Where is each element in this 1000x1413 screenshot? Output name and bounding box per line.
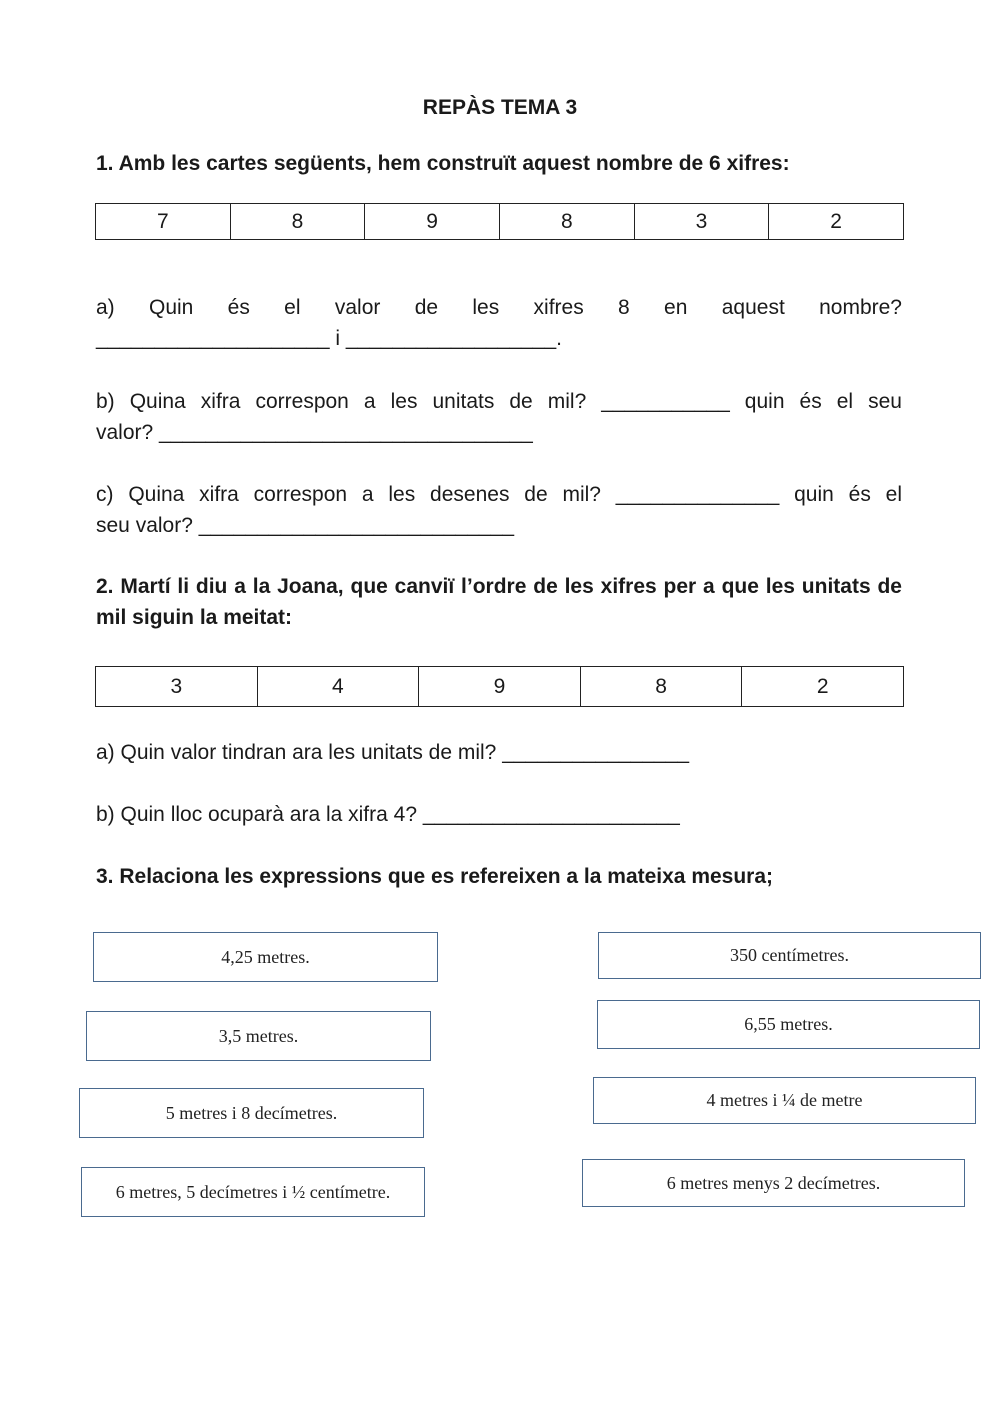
question-1c-line-1[interactable]: c) Quina xifra correspon a les desenes de mil? ______________ quin és el (96, 483, 902, 506)
question-1-heading: 1. Amb les cartes següents, hem construït aquest nombre de 6 xifres: (96, 152, 790, 175)
question-1a-line-2[interactable]: ____________________ i __________________. (96, 327, 562, 350)
right-expression-box[interactable]: 6,55 metres. (597, 1000, 980, 1049)
left-expression-box[interactable]: 4,25 metres. (93, 932, 438, 982)
question-2a[interactable]: a) Quin valor tindran ara les unitats de mil? ________________ (96, 741, 690, 764)
question-1b-line-1[interactable]: b) Quina xifra correspon a les unitats de mil? ___________ quin és el seu (96, 390, 902, 413)
right-expression-box[interactable]: 350 centímetres. (598, 932, 981, 979)
left-expression-box[interactable]: 3,5 metres. (86, 1011, 431, 1061)
card: 2 (769, 204, 904, 240)
question-1a-line-1: a) Quin és el valor de les xifres 8 en aquest nombre? (96, 296, 902, 319)
question-1c-line-2[interactable]: seu valor? ___________________________ (96, 514, 515, 537)
question-2-heading: 2. Martí li diu a la Joana, que canviï l’ordre de les xifres per a que les unitats de mil siguin la meitat: (96, 575, 902, 629)
right-expression-box[interactable]: 4 metres i ¼ de metre (593, 1077, 976, 1124)
card: 9 (365, 204, 500, 240)
card: 8 (580, 667, 742, 707)
question-2b[interactable]: b) Quin lloc ocuparà ara la xifra 4? ______________________ (96, 803, 680, 826)
card: 7 (96, 204, 231, 240)
right-expression-box[interactable]: 6 metres menys 2 decímetres. (582, 1159, 965, 1207)
card: 3 (96, 667, 258, 707)
card: 4 (257, 667, 419, 707)
card: 9 (419, 667, 581, 707)
card: 8 (499, 204, 634, 240)
left-expression-box[interactable]: 5 metres i 8 decímetres. (79, 1088, 424, 1138)
question-2-cards (95, 666, 904, 707)
card: 3 (634, 204, 769, 240)
question-1c (96, 479, 902, 541)
card: 8 (230, 204, 365, 240)
page-title: REPÀS TEMA 3 (422, 96, 578, 119)
question-3-heading: 3. Relaciona les expressions que es refereixen a la mateixa mesura; (96, 865, 774, 888)
question-1a (96, 292, 902, 354)
question-1b-line-2[interactable]: valor? ________________________________ (96, 421, 533, 444)
question-1b (96, 386, 902, 448)
left-expression-box[interactable]: 6 metres, 5 decímetres i ½ centímetre. (81, 1167, 425, 1217)
question-1-cards (95, 203, 904, 240)
card: 2 (742, 667, 904, 707)
